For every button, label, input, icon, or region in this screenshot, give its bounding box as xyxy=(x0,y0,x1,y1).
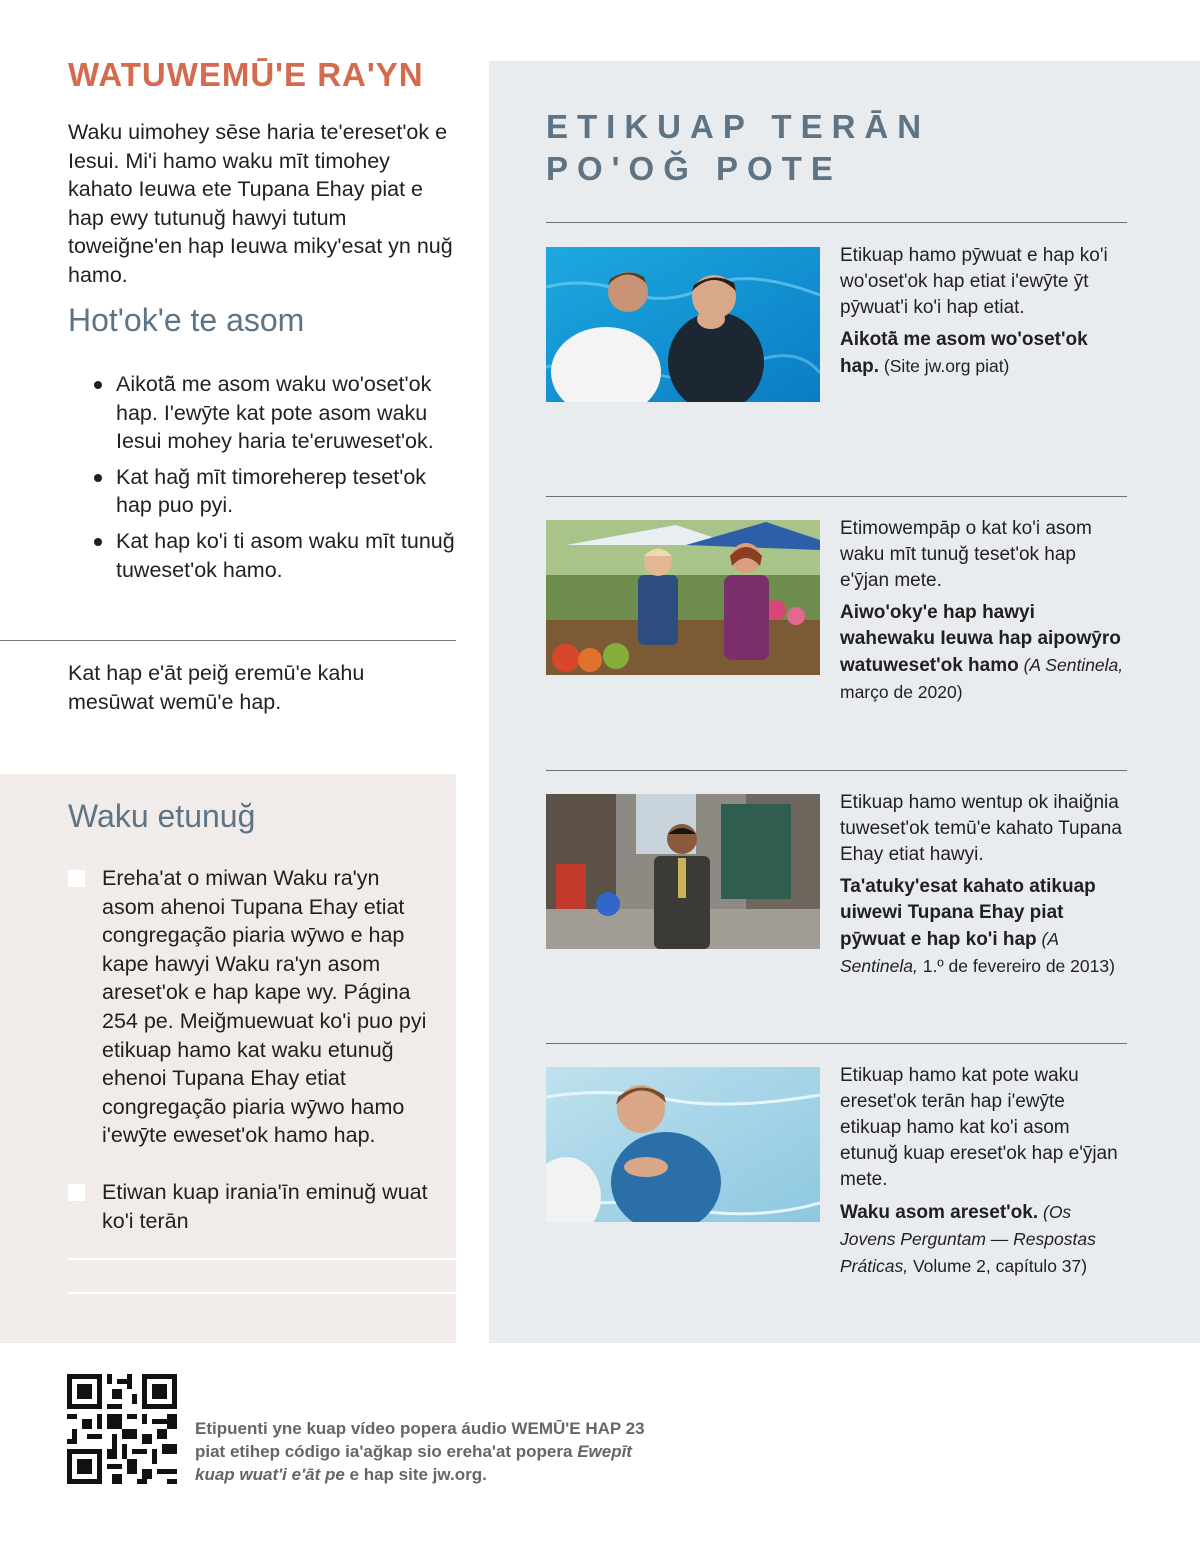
young-baptism-photo xyxy=(546,1067,820,1222)
explore-title: ETIKUAP TERĀN PO'OĞ POTE xyxy=(546,108,931,187)
checkbox[interactable] xyxy=(68,1184,85,1201)
review-heading: Hot'ok'e te asom xyxy=(68,302,305,338)
task-checklist xyxy=(68,864,438,1263)
checklist-item: Ereha'at o miwan Waku ra'yn asom ahenoi Tupana Ehay etiat congregação piaria wȳwo e hap kape hawyi Waku ra'yn asom areset'ok e hap kape wy. Página 254 pe. Meiğmuewuat ko'i puo pyi etikuap hamo kat waku etunuğ ehenoi Tupana Ehay etiat congregação piaria wȳwo hamo i'ewȳte eweset'ok hamo hap. xyxy=(68,864,438,1150)
page-title: WATUWEMŪ'E RA'YN xyxy=(68,56,424,93)
resource-link[interactable]: Aiwo'oky'e hap hawyi wahewaku Ieuwa hap aipowȳro watuweset'ok hamo xyxy=(840,602,1121,676)
resource-link[interactable]: Ta'atuky'esat kahato atikuap uiwewi Tupana Ehay piat pȳwuat e hap ko'i hap xyxy=(840,876,1096,950)
divider xyxy=(546,770,1127,771)
resource-link[interactable]: Aikotā̃ me asom wo'oset'ok hap. xyxy=(840,329,1088,377)
task-heading: Waku etunuğ xyxy=(68,798,256,834)
resource-caption: Etikuap hamo kat pote waku ereset'ok terān hap i'ewȳte etikuap hamo kat ko'i asom etunuğ kuap ereset'ok hap e'ȳjan mete. Waku asom areset'ok. (Os Jovens Perguntam — Respostas Práticas, Volume 2, capítulo 37) xyxy=(840,1065,1118,1276)
qr-code-icon[interactable] xyxy=(67,1374,177,1484)
footer-note: Etipuenti yne kuap vídeo popera áudio WEMŪ'E HAP 23 piat etihep código ia'ağkap sio ereha'at popera Ewepīt kuap wuat'i e'āt pe e hap site jw.org. xyxy=(195,1419,645,1484)
divider xyxy=(546,496,1127,497)
resource-caption: Etimowempāp o kat ko'i asom waku mīt tunuğ teset'ok hap e'ȳjan mete. Aiwo'oky'e hap hawyi wahewaku Ieuwa hap aipowȳro watuweset'ok hamo (A Sentinela, março de 2020) xyxy=(840,518,1124,702)
baptism-photo xyxy=(546,247,820,402)
list-item: Aikotā̃ me asom waku wo'oset'ok hap. I'ewȳte kat pote asom waku Iesui mohey haria te'eruweset'ok. xyxy=(90,370,460,456)
list-item: Kat hap ko'i ti asom waku mīt tunuğ tuweset'ok hamo. xyxy=(90,527,460,584)
bullet-icon xyxy=(94,538,102,546)
writing-line[interactable] xyxy=(68,1292,456,1294)
note-paragraph: Kat hap e'āt peiğ eremū'e kahu mesūwat wemū'e hap. xyxy=(68,661,365,714)
checkbox[interactable] xyxy=(68,870,85,887)
divider xyxy=(0,640,456,641)
bullet-icon xyxy=(94,474,102,482)
divider xyxy=(546,1043,1127,1044)
resource-link[interactable]: Waku asom areset'ok. xyxy=(840,1202,1039,1223)
intro-paragraph: Waku uimohey sēse haria te'ereset'ok e Iesui. Mi'i hamo waku mīt timohey kahato Ieuwa ete Tupana Ehay piat e hap ewy tutunuğ hawyi tutum toweiğne'en hap Ieuwa miky'esat yn nuğ hamo. xyxy=(68,120,453,287)
review-list xyxy=(90,370,460,591)
resource-caption: Etikuap hamo wentup ok ihaiğnia tuweset'ok temū'e kahato Tupana Ehay etiat hawyi. Ta'atuky'esat kahato atikuap uiwewi Tupana Ehay piat pȳwuat e hap ko'i hap (A Sentinela, 1.º de fevereiro de 2013) xyxy=(840,792,1122,976)
resource-caption: Etikuap hamo pȳwuat e hap ko'i wo'oset'ok hap etiat i'ewȳte ȳt pȳwuat'i ko'i hap etiat. Aikotā̃ me asom wo'oset'ok hap. (Site jw.org piat) xyxy=(840,245,1108,377)
market-photo xyxy=(546,520,820,675)
checklist-item: Etiwan kuap irania'īn eminuğ wuat ko'i terān xyxy=(68,1178,438,1235)
divider xyxy=(546,222,1127,223)
list-item: Kat hağ mīt timoreherep teset'ok hap puo pyi. xyxy=(90,463,460,520)
street-photo xyxy=(546,794,820,949)
writing-line[interactable] xyxy=(68,1258,456,1260)
bullet-icon xyxy=(94,381,102,389)
